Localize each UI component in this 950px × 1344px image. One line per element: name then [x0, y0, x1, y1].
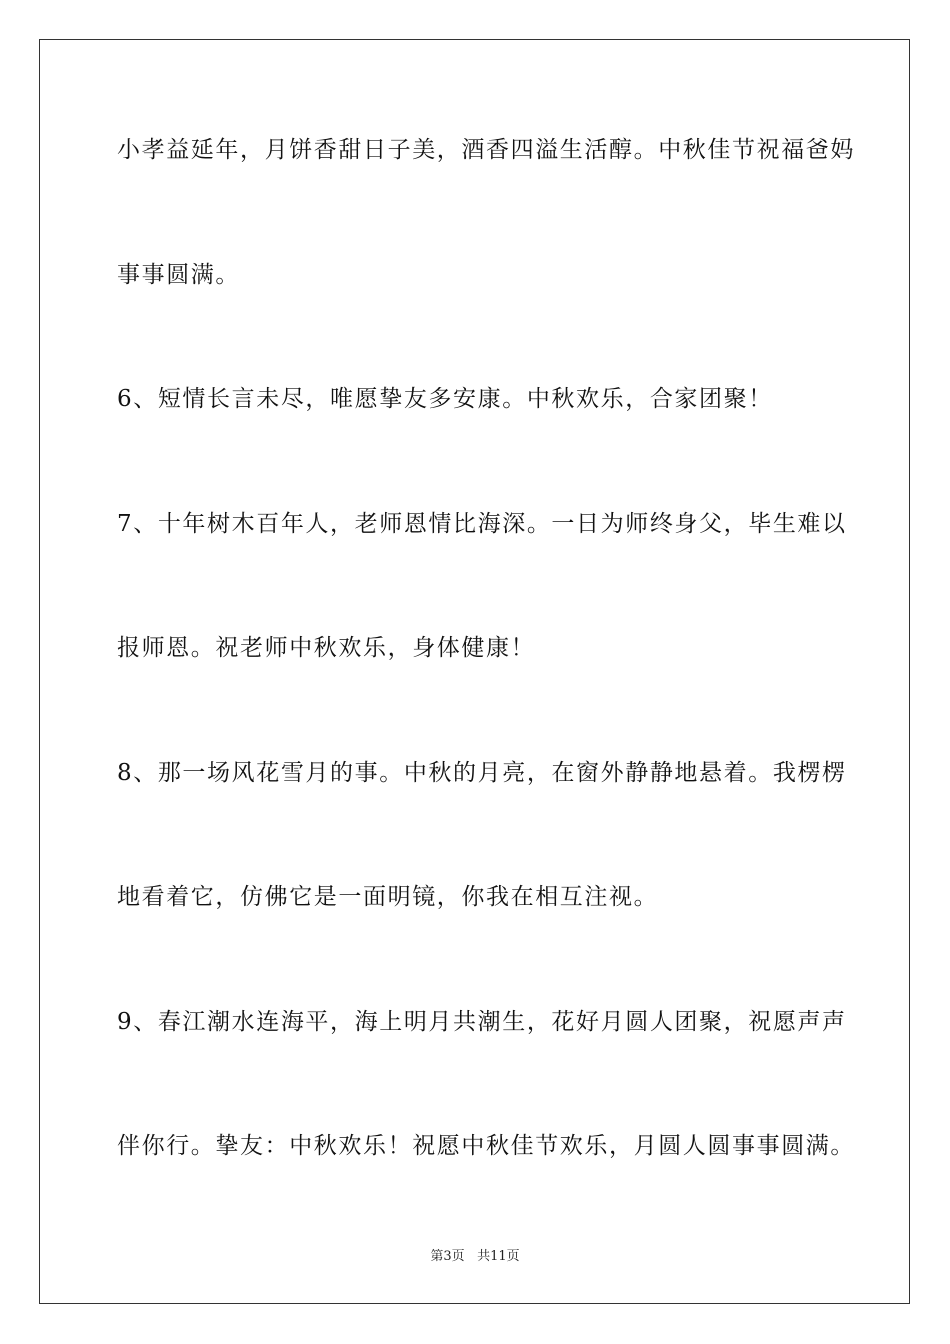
body-text-line: 6、短情长言未尽，唯愿挚友多安康。中秋欢乐，合家团聚！ [117, 386, 773, 412]
body-text-line: 7、十年树木百年人，老师恩情比海深。一日为师终身父，毕生难以 [117, 511, 847, 537]
body-text-line: 事事圆满。 [117, 262, 240, 288]
body-text-line: 地看着它，仿佛它是一面明镜，你我在相互注视。 [117, 884, 659, 910]
body-text-line: 小孝益延年，月饼香甜日子美，酒香四溢生活醇。中秋佳节祝福爸妈 [117, 137, 855, 163]
page-footer [0, 1250, 950, 1263]
page-total: 共11页 [477, 1249, 520, 1264]
body-text-line: 8、那一场风花雪月的事。中秋的月亮，在窗外静静地悬着。我楞楞 [117, 760, 847, 786]
body-text-line: 9、春江潮水连海平，海上明月共潮生，花好月圆人团聚，祝愿声声 [117, 1009, 847, 1035]
page-number: 第3页 [430, 1249, 465, 1264]
page-frame [39, 39, 910, 1304]
body-text-line: 报师恩。祝老师中秋欢乐，身体健康！ [117, 635, 536, 661]
body-text-line: 伴你行。挚友：中秋欢乐！祝愿中秋佳节欢乐，月圆人圆事事圆满。 [117, 1133, 855, 1159]
